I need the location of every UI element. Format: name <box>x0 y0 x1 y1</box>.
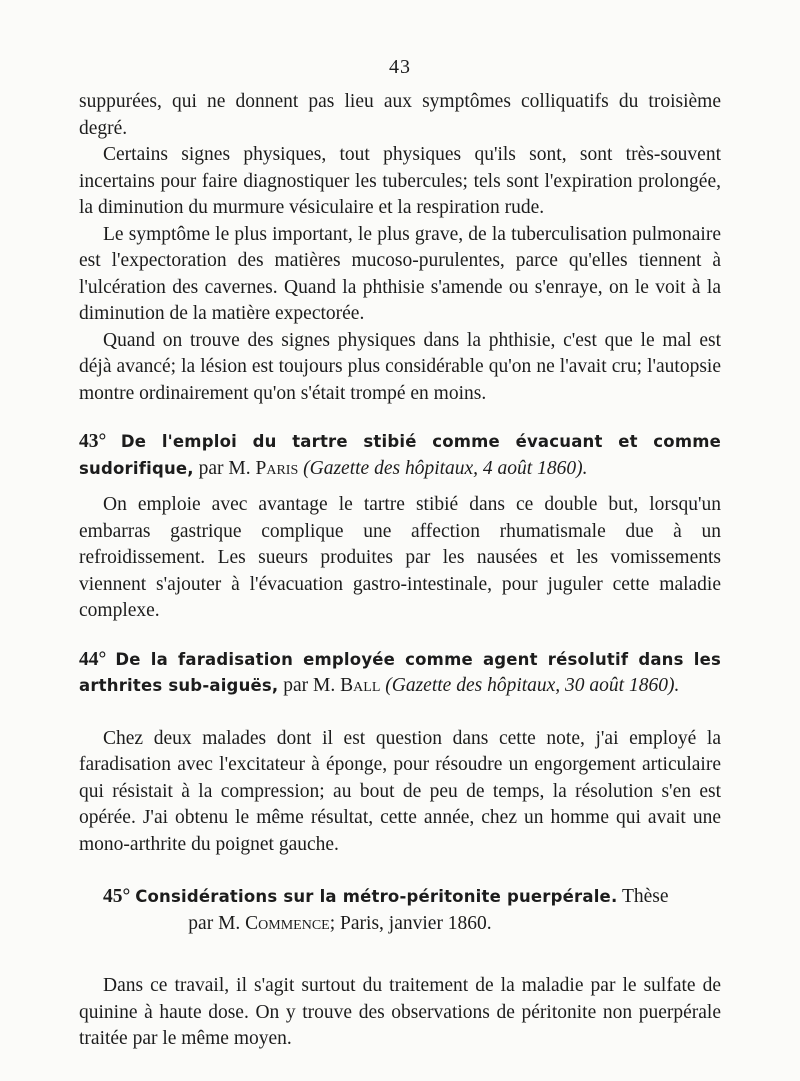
source-citation: (Gazette des hôpitaux, 30 août 1860). <box>385 675 680 696</box>
page-number: 43 <box>389 56 411 78</box>
author-name: Paris <box>255 457 299 479</box>
section-45-byline <box>79 911 721 938</box>
author-prefix: par M. <box>283 675 336 696</box>
section-45-heading <box>79 884 721 911</box>
section-title: De la faradisation employée comme agent résolutif dans les arthrites sub-aiguës, <box>79 649 721 695</box>
source-citation: (Gazette des hôpitaux, 4 août 1860). <box>303 457 588 479</box>
section-44-heading <box>79 647 721 700</box>
section-number: 45° <box>103 886 131 907</box>
section-43-body: On emploie avec avantage le tartre stibié dans ce double but, lorsqu'un embarras gastrique complique une affection rhumatismale due à un refroidissement. Les sueurs produites par les nausées et les vomissements viennent s'ajouter à l'évacuation gastro-intestinale, pour juguler cette maladie complexe. <box>79 494 721 621</box>
author-prefix: par M. <box>188 912 241 934</box>
paragraph-suppurees: suppurées, qui ne donnent pas lieu aux symptômes colliquatifs du troisième degré. <box>79 91 721 139</box>
thesis-label: Thèse <box>621 886 669 907</box>
section-44-body: Chez deux malades dont il est question dans cette note, j'ai employé la faradisation avec l'excitateur à éponge, pour résoudre un engorgement articulaire qui résistait à la compression; au bout de peu de temps, la résolution s'en est opérée. J'ai obtenu le même résultat, cette année, chez un homme qui avait une mono-arthrite du poignet gauche. <box>79 727 721 855</box>
section-number: 44° <box>79 648 107 670</box>
paragraph-signes-physiques: Certains signes physiques, tout physiques qu'ils sont, sont très-souvent incertains pour faire diagnostiquer les tubercules; tels sont l'expiration prolongée, la diminution du murmure vésiculaire et la respiration rude. <box>79 144 721 218</box>
section-title: Considérations sur la métro-péritonite puerpérale. <box>135 887 618 906</box>
section-43-heading <box>79 429 721 482</box>
author-prefix: par M. <box>198 457 251 479</box>
paragraph-symptome-important: Le symptôme le plus important, le plus grave, de la tuberculisation pulmonaire est l'expectoration des matières mucoso-purulentes, parce qu'elles tiennent à l'ulcération des cavernes. Quand la phthisie s'amende ou s'enraye, on le voit à la diminution de la matière expectorée. <box>79 223 721 324</box>
section-title: De l'emploi du tartre stibié comme évacuant et comme sudorifique, <box>79 432 722 478</box>
place-date: ; Paris, janvier 1860. <box>329 912 492 934</box>
paragraph-phthisie: Quand on trouve des signes physiques dans la phthisie, c'est que le mal est déjà avancé; la lésion est toujours plus considérable qu'on ne l'avait cru; l'autopsie montre ordinairement qu'on s'était trompé en moins. <box>79 329 721 404</box>
document-page <box>79 56 721 1053</box>
author-name: Commence <box>245 912 330 934</box>
section-45-body: Dans ce travail, il s'agit surtout du traitement de la maladie par le sulfate de quinine à haute dose. On y trouve des observations de péritonite non puerpérale traitée par le même moyen. <box>79 975 721 1049</box>
author-name: Ball <box>340 675 381 696</box>
section-number: 43° <box>79 431 107 452</box>
